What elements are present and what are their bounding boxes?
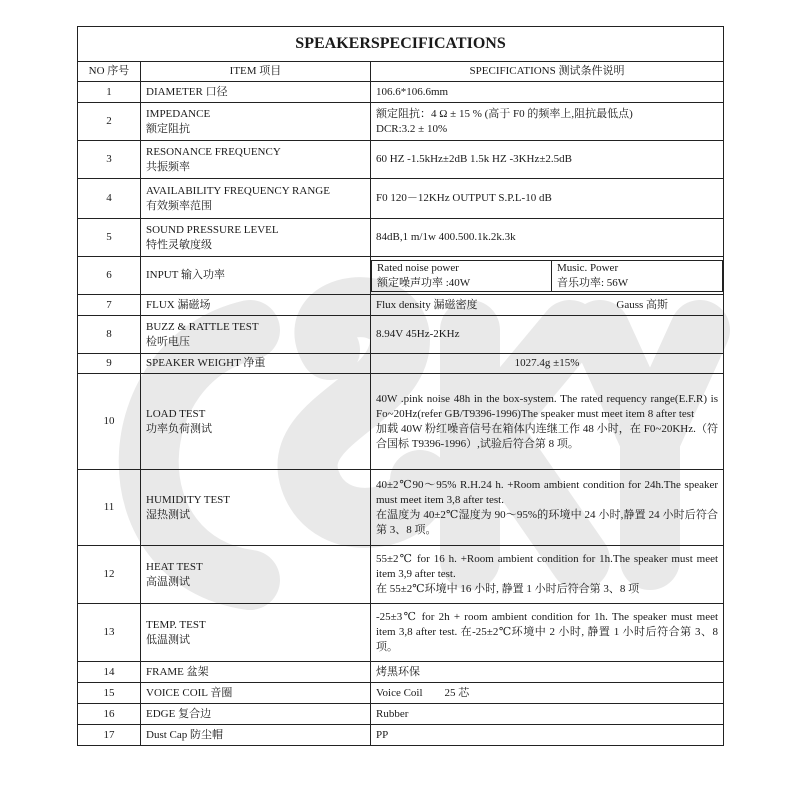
spec-table	[77, 26, 724, 746]
row-item: FLUX 漏磁场	[141, 295, 371, 316]
table-row	[78, 103, 724, 141]
table-title: SPEAKERSPECIFICATIONS	[295, 34, 506, 52]
table-row	[78, 683, 724, 704]
input-power-split	[371, 260, 723, 292]
table-row	[78, 295, 724, 316]
music-power-label: Music. Power	[557, 261, 619, 274]
row-spec	[371, 103, 724, 141]
row-spec	[371, 295, 724, 316]
row-item-en: LOAD TEST	[146, 407, 206, 420]
row-item: FRAME 盆架	[141, 662, 371, 683]
row-no: 9	[78, 354, 141, 374]
table-row	[78, 179, 724, 219]
row-no: 11	[78, 470, 141, 546]
header-no: NO 序号	[78, 62, 141, 82]
row-item: VOICE COIL 音圈	[141, 683, 371, 704]
row-item	[141, 470, 371, 546]
table-title-cell	[78, 27, 724, 62]
row-item	[141, 546, 371, 604]
row-item-cn: 湿热测试	[146, 508, 190, 521]
row-item-en: BUZZ & RATTLE TEST	[146, 320, 259, 333]
row-no: 12	[78, 546, 141, 604]
row-item	[141, 141, 371, 179]
music-power-cell	[552, 260, 723, 291]
table-row	[78, 604, 724, 662]
row-spec: 84dB,1 m/1w 400.500.1k.2k.3k	[371, 219, 724, 257]
row-spec-line: 在温度为 40±2℃湿度为 90～95%的环境中 24 小时,静置 24 小时后符合第 3、8 项。	[376, 508, 719, 536]
row-spec: 106.6*106.6mm	[371, 82, 724, 103]
row-no: 3	[78, 141, 141, 179]
row-item	[141, 103, 371, 141]
row-item-cn: 特性灵敏度级	[146, 238, 212, 251]
row-item-en: SOUND PRESSURE LEVEL	[146, 223, 279, 236]
row-no: 5	[78, 219, 141, 257]
row-spec	[371, 546, 724, 604]
row-item-en: IMPEDANCE	[146, 107, 211, 120]
header-row	[78, 62, 724, 82]
row-no: 13	[78, 604, 141, 662]
rated-power-value: 额定噪声功率 :40W	[377, 276, 471, 289]
table-row	[78, 704, 724, 725]
row-spec: 烤黑环保	[371, 662, 724, 683]
row-spec-line: 55±2℃ for 16 h. +Room ambient condition for 1h.The speaker must meet item 3,9 after test.	[376, 553, 719, 580]
row-spec-line: 加载 40W 粉红噪音信号在箱体内连继工作 48 小时，在 F0~20KHz.（符合国标 T9396-1996）,试验后符合第 8 项。	[376, 422, 719, 450]
table-row	[78, 725, 724, 746]
row-spec-line: 额定阻抗：4 Ω ± 15 % (高于 F0 的频率上,阻抗最低点)	[376, 107, 633, 120]
row-item: INPUT 输入功率	[141, 257, 371, 295]
row-spec	[371, 470, 724, 546]
row-spec: 8.94V 45Hz-2KHz	[371, 316, 724, 354]
row-spec: PP	[371, 725, 724, 746]
row-no: 17	[78, 725, 141, 746]
row-spec-line: DCR:3.2 ± 10%	[376, 122, 448, 135]
row-spec: Voice Coil 25 芯	[371, 683, 724, 704]
row-item-cn: 高温测试	[146, 575, 190, 588]
row-spec-line: 40W .pink noise 48h in the box-system. The rated requency range(E.F.R) is Fo~20Hz(refer GB/T9396-1996)The speaker must meet item 8 after test	[376, 392, 719, 420]
row-no: 14	[78, 662, 141, 683]
row-item: Dust Cap 防尘帽	[141, 725, 371, 746]
row-item-cn: 有效频率范围	[146, 199, 212, 212]
table-row	[78, 257, 724, 295]
row-spec: Rubber	[371, 704, 724, 725]
row-item-en: RESONANCE FREQUENCY	[146, 145, 281, 158]
row-item	[141, 219, 371, 257]
row-no: 15	[78, 683, 141, 704]
rated-power-cell	[372, 260, 552, 291]
row-spec: -25±3℃ for 2h + room ambient condition for 1h. The speaker must meet item 3,8 after test. 在-25±2℃环境中 2 小时, 静置 1 小时后符合第 3、8 项。	[371, 604, 724, 662]
row-no: 16	[78, 704, 141, 725]
row-item: SPEAKER WEIGHT 净重	[141, 354, 371, 374]
table-row	[78, 470, 724, 546]
table-row	[78, 546, 724, 604]
row-item-en: HUMIDITY TEST	[146, 493, 231, 506]
row-no: 2	[78, 103, 141, 141]
music-power-value: 音乐功率: 56W	[557, 276, 629, 289]
flux-density-label: Flux density 漏磁密度	[376, 298, 478, 311]
row-spec-line: 40±2℃90～95% R.H.24 h. +Room ambient condition for 24h.The speaker must meet item 3,8 after test.	[376, 478, 719, 506]
row-spec	[371, 257, 724, 295]
table-row	[78, 219, 724, 257]
row-item-cn: 低温测试	[146, 633, 190, 646]
row-item-en: TEMP. TEST	[146, 618, 206, 631]
row-no: 8	[78, 316, 141, 354]
header-item: ITEM 项目	[141, 62, 371, 82]
gauss-label: Gauss 高斯	[616, 298, 669, 311]
row-no: 1	[78, 82, 141, 103]
row-item-cn: 检听电压	[146, 335, 190, 348]
row-spec: F0 120－12KHz OUTPUT S.P.L-10 dB	[371, 179, 724, 219]
table-row	[78, 316, 724, 354]
row-item: DIAMETER 口径	[141, 82, 371, 103]
row-no: 7	[78, 295, 141, 316]
table-row	[78, 354, 724, 374]
rated-power-label: Rated noise power	[377, 261, 459, 274]
row-spec-line: 在 55±2℃环境中 16 小时, 静置 1 小时后符合第 3、8 项	[376, 583, 640, 595]
header-spec: SPECIFICATIONS 测试条件说明	[371, 62, 724, 82]
row-item-cn: 额定阻抗	[146, 122, 190, 135]
table-row	[78, 374, 724, 470]
table-row	[78, 82, 724, 103]
table-row	[78, 141, 724, 179]
row-no: 4	[78, 179, 141, 219]
row-item-en: HEAT TEST	[146, 560, 203, 573]
row-item-cn: 共振频率	[146, 160, 190, 173]
row-no: 10	[78, 374, 141, 470]
row-no: 6	[78, 257, 141, 295]
row-item	[141, 604, 371, 662]
row-item	[141, 179, 371, 219]
table-row	[78, 662, 724, 683]
row-item-en: AVAILABILITY FREQUENCY RANGE	[146, 184, 330, 197]
row-spec	[371, 374, 724, 470]
row-item	[141, 374, 371, 470]
row-item-cn: 功率负荷测试	[146, 422, 212, 435]
row-spec: 60 HZ -1.5kHz±2dB 1.5k HZ -3KHz±2.5dB	[371, 141, 724, 179]
row-item	[141, 316, 371, 354]
row-item: EDGE 复合边	[141, 704, 371, 725]
row-spec: 1027.4g ±15%	[371, 354, 724, 374]
